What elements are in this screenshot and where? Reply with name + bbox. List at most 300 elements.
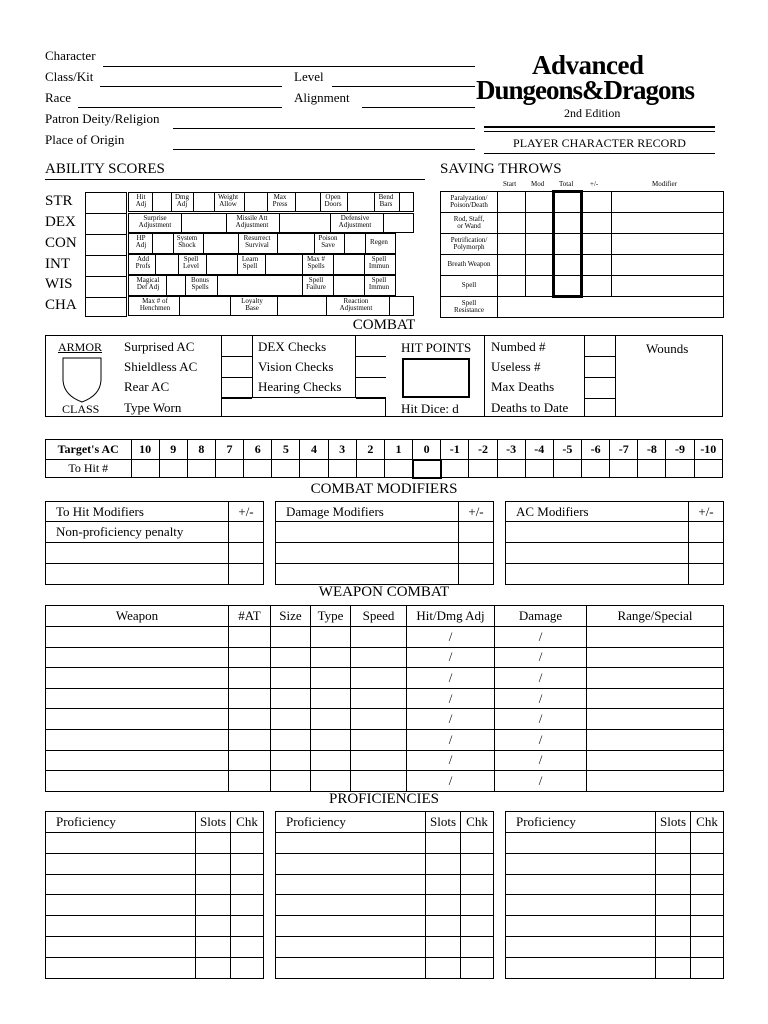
to-hit-cell[interactable] [356,460,384,478]
hearing-checks-label: Hearing Checks [258,379,342,394]
slots-cell[interactable] [426,957,461,978]
weapon-cell[interactable] [46,688,229,709]
shieldless-ac-value[interactable] [222,357,252,378]
weapon-cell[interactable] [229,729,271,750]
ac-cell: 6 [244,440,272,460]
modifier-name[interactable] [276,564,459,585]
ac-cell: -3 [497,440,525,460]
to-hit-cell[interactable] [497,460,525,478]
proficiency-cell[interactable] [506,936,656,957]
race-field[interactable] [78,107,282,108]
slots-cell[interactable] [196,833,231,854]
slots-cell[interactable] [196,895,231,916]
save-total[interactable] [554,255,582,276]
modifier-value[interactable] [459,564,494,585]
ac-value-column [221,336,253,397]
chk-cell[interactable] [691,895,724,916]
modifier-name[interactable] [46,564,229,585]
patron-label: Patron Deity/Religion [45,111,160,126]
alignment-label: Alignment [294,90,350,105]
modifier-value[interactable] [229,522,264,543]
con-poison-save-value[interactable] [344,234,366,253]
damage-slash[interactable]: / [495,668,587,689]
chk-cell[interactable] [691,853,724,874]
class-kit-field[interactable] [100,86,282,87]
con-system-shock-value[interactable] [203,234,239,253]
weapon-cell[interactable] [311,771,351,792]
slots-header: Slots [426,812,461,833]
slots-cell[interactable] [426,853,461,874]
weapon-cell[interactable] [229,750,271,771]
chk-cell[interactable] [461,895,494,916]
save-modifier[interactable] [612,192,724,213]
target-ac-row [46,440,723,460]
dex-defensive-label: Defensive Adjustment [338,214,372,230]
str-weight-allow-label: Weight Allow [217,193,239,209]
ac-cell: -1 [441,440,469,460]
weapon-cell[interactable] [351,771,407,792]
shield-icon[interactable] [60,355,104,405]
chk-cell[interactable] [461,957,494,978]
hit-dmg-slash[interactable]: / [407,647,495,668]
save-modifier[interactable] [612,234,724,255]
chk-cell[interactable] [691,957,724,978]
weapon-cell[interactable] [311,627,351,648]
level-label: Level [294,69,324,84]
weapon-cell[interactable] [271,688,311,709]
class-label: CLASS [62,402,100,416]
wis-spell-failure-label: Spell Failure [306,276,326,292]
weapon-row [46,729,724,750]
str-hit-adj-label: Hit Adj [135,193,147,209]
save-plusminus[interactable] [582,213,612,234]
weapon-cell[interactable] [351,627,407,648]
weapon-cell[interactable] [271,627,311,648]
wis-magical-def-value[interactable] [166,276,186,295]
save-plusminus[interactable] [582,276,612,297]
hit-dmg-slash[interactable]: / [407,750,495,771]
proficiency-cell[interactable] [276,833,426,854]
weapon-cell[interactable] [587,627,724,648]
weapon-cell[interactable] [229,668,271,689]
int-spell-level-value[interactable] [206,255,238,274]
modifier-value[interactable] [229,543,264,564]
save-start[interactable] [498,192,526,213]
hit-points-box[interactable] [402,358,470,398]
chk-cell[interactable] [461,936,494,957]
ac-cell: 5 [272,440,300,460]
save-label-paralyzation: Paralyzation/ Poison/Death [441,192,498,213]
dex-checks-value[interactable] [356,336,386,357]
chk-cell[interactable] [461,853,494,874]
vision-checks-value[interactable] [356,357,386,378]
modifier-name[interactable] [506,543,689,564]
weapon-cell[interactable] [587,771,724,792]
numbed-value[interactable] [585,336,615,357]
modifier-name[interactable] [276,543,459,564]
proficiency-cell[interactable] [276,936,426,957]
str-score[interactable] [86,193,126,214]
save-start[interactable] [498,255,526,276]
damage-modifiers-table [275,501,494,585]
alignment-field[interactable] [362,107,475,108]
int-max-spells-value[interactable] [333,255,365,274]
weapon-cell[interactable] [351,647,407,668]
proficiency-cell[interactable] [506,916,656,937]
dex-missile-value[interactable] [279,214,331,232]
surprised-ac-value[interactable] [222,336,252,357]
hit-dmg-slash[interactable]: / [407,627,495,648]
hit-dmg-slash[interactable]: / [407,771,495,792]
hp-divider [484,336,485,416]
weapon-row [46,771,724,792]
hit-dmg-slash[interactable]: / [407,688,495,709]
proficiency-cell[interactable] [276,895,426,916]
slots-cell[interactable] [656,895,691,916]
weapon-cell[interactable] [46,668,229,689]
proficiency-cell[interactable] [46,853,196,874]
speed-header: Speed [351,606,407,627]
damage-slash[interactable]: / [495,750,587,771]
save-mod[interactable] [526,213,554,234]
target-ac-label: Target's AC [46,440,132,460]
character-field[interactable] [103,66,475,67]
weapon-cell[interactable] [271,647,311,668]
save-total[interactable] [554,213,582,234]
proficiency-cell[interactable] [46,916,196,937]
ac-modifiers-header: AC Modifiers [506,502,689,522]
cha-score[interactable] [86,298,126,318]
dex-defensive-value[interactable] [383,214,414,232]
modifier-value[interactable] [459,543,494,564]
slots-cell[interactable] [196,916,231,937]
proficiency-cell[interactable] [46,874,196,895]
slots-cell[interactable] [426,895,461,916]
weapon-combat-table [45,605,724,792]
wis-spell-failure-value[interactable] [333,276,365,295]
str-bend-bars-label: Bend Bars [378,193,394,209]
proficiency-cell[interactable] [506,874,656,895]
damage-slash[interactable]: / [495,688,587,709]
weapon-cell[interactable] [271,709,311,730]
weapon-cell[interactable] [46,771,229,792]
save-label-spell: Spell [441,276,498,297]
to-hit-cell[interactable] [610,460,638,478]
save-total[interactable] [554,234,582,255]
to-hit-cell[interactable] [553,460,581,478]
int-score[interactable] [86,256,126,277]
to-hit-cell[interactable] [694,460,722,478]
character-label: Character [45,48,96,63]
save-row-spell [441,276,724,297]
save-start[interactable] [498,276,526,297]
modifier-value[interactable] [689,522,724,543]
weapon-cell[interactable] [351,750,407,771]
str-hit-adj-value[interactable] [152,193,172,211]
chk-header: Chk [231,812,264,833]
hit-dmg-slash[interactable]: / [407,668,495,689]
proficiency-cell[interactable] [276,957,426,978]
chk-cell[interactable] [231,936,264,957]
to-hit-cell[interactable] [582,460,610,478]
max-deaths-label: Max Deaths [491,379,555,394]
cha-reaction-value[interactable] [389,297,414,315]
proficiency-cell[interactable] [46,895,196,916]
modifier-name[interactable] [46,543,229,564]
save-mod[interactable] [526,276,554,297]
save-plusminus[interactable] [582,192,612,213]
hit-dmg-slash[interactable]: / [407,729,495,750]
modifier-name[interactable] [276,522,459,543]
vision-checks-label: Vision Checks [258,359,334,374]
modifier-value[interactable] [689,543,724,564]
weapon-cell[interactable] [311,729,351,750]
chk-cell[interactable] [691,874,724,895]
slots-cell[interactable] [196,957,231,978]
weapon-cell[interactable] [229,709,271,730]
chk-cell[interactable] [691,916,724,937]
proficiency-cell[interactable] [276,916,426,937]
weapon-header-row [46,606,724,627]
chk-header: Chk [691,812,724,833]
con-hp-adj-value[interactable] [152,234,174,253]
chk-cell[interactable] [231,957,264,978]
race-label: Race [45,90,71,105]
str-max-press-value[interactable] [295,193,321,211]
chk-cell[interactable] [231,853,264,874]
cha-henchmen-value[interactable] [179,297,231,315]
save-start[interactable] [498,213,526,234]
edition-label: 2nd Edition [564,106,621,120]
proficiency-cell[interactable] [276,853,426,874]
max-deaths-value[interactable] [585,378,615,399]
chk-header: Chk [461,812,494,833]
chk-cell[interactable] [231,895,264,916]
slots-cell[interactable] [656,874,691,895]
weapon-cell[interactable] [351,709,407,730]
chk-cell[interactable] [691,936,724,957]
dex-surprise-value[interactable] [181,214,227,232]
weapon-row [46,668,724,689]
save-modifier[interactable] [612,255,724,276]
proficiency-cell[interactable] [46,957,196,978]
weapon-cell[interactable] [351,729,407,750]
str-open-doors-label: Open Doors [324,193,342,209]
slots-cell[interactable] [426,916,461,937]
type-worn-field[interactable] [221,397,386,417]
chk-cell[interactable] [461,916,494,937]
to-hit-cell[interactable] [131,460,159,478]
to-hit-cell[interactable] [215,460,243,478]
int-max-spells-label: Max # Spells [306,255,326,271]
weapon-cell[interactable] [351,668,407,689]
slots-cell[interactable] [656,916,691,937]
save-modifier[interactable] [612,276,724,297]
hit-dmg-slash[interactable]: / [407,709,495,730]
weapon-cell[interactable] [587,750,724,771]
wis-score[interactable] [86,277,126,298]
slots-cell[interactable] [426,874,461,895]
chk-cell[interactable] [691,833,724,854]
str-bend-bars-value[interactable] [399,193,414,211]
patron-field[interactable] [173,128,475,129]
damage-slash[interactable]: / [495,771,587,792]
weapon-cell[interactable] [46,647,229,668]
chk-cell[interactable] [231,916,264,937]
damage-slash[interactable]: / [495,709,587,730]
type-header: Type [311,606,351,627]
con-score[interactable] [86,235,126,256]
weapon-cell[interactable] [46,709,229,730]
proficiency-cell[interactable] [276,874,426,895]
save-mod[interactable] [526,234,554,255]
thac0-cell[interactable] [413,460,441,478]
modifier-value[interactable] [689,564,724,585]
weapon-header: Weapon [46,606,229,627]
str-weight-allow-value[interactable] [244,193,268,211]
proficiency-cell[interactable] [506,853,656,874]
hit-points-label: HIT POINTS [401,340,472,355]
save-plusminus[interactable] [582,255,612,276]
hearing-checks-value[interactable] [356,378,386,399]
chk-cell[interactable] [231,874,264,895]
slots-cell[interactable] [196,936,231,957]
save-modifier-header: Modifier [652,180,677,188]
proficiency-cell[interactable] [506,833,656,854]
damage-slash[interactable]: / [495,647,587,668]
to-hit-cell[interactable] [666,460,694,478]
weapon-cell[interactable] [271,729,311,750]
save-total[interactable] [554,276,582,297]
rear-ac-value[interactable] [222,378,252,399]
record-rule-mid [484,131,715,132]
int-detail-row [128,254,396,275]
to-hit-cell[interactable] [638,460,666,478]
cha-label: CHA [45,297,77,313]
chk-cell[interactable] [461,874,494,895]
weapon-cell[interactable] [311,688,351,709]
proficiency-cell[interactable] [46,833,196,854]
weapon-cell[interactable] [46,750,229,771]
weapon-cell[interactable] [229,627,271,648]
str-open-doors-value[interactable] [347,193,375,211]
level-field[interactable] [332,86,475,87]
weapon-cell[interactable] [271,668,311,689]
to-hit-cell[interactable] [159,460,187,478]
proficiency-cell[interactable] [506,957,656,978]
slots-cell[interactable] [656,957,691,978]
slots-cell[interactable] [196,853,231,874]
slots-cell[interactable] [656,833,691,854]
deaths-to-date-value[interactable] [585,399,615,419]
weapon-combat-title: WEAPON COMBAT [318,584,450,600]
chk-cell[interactable] [461,833,494,854]
damage-slash[interactable]: / [495,627,587,648]
ac-cell: -5 [553,440,581,460]
weapon-cell[interactable] [587,668,724,689]
weapon-cell[interactable] [271,771,311,792]
proficiency-cell[interactable] [506,895,656,916]
slots-cell[interactable] [196,874,231,895]
save-plusminus[interactable] [582,234,612,255]
modifier-value[interactable] [459,522,494,543]
weapon-cell[interactable] [46,627,229,648]
save-modifier[interactable] [612,213,724,234]
spell-resistance-value[interactable] [498,297,724,318]
modifier-value[interactable] [229,564,264,585]
str-dmg-adj-value[interactable] [193,193,215,211]
weapon-cell[interactable] [587,729,724,750]
slots-cell[interactable] [656,853,691,874]
to-hit-cell[interactable] [272,460,300,478]
hit-dice-label: Hit Dice: d [401,401,459,416]
to-hit-modifiers-table [45,501,264,585]
chk-cell[interactable] [231,833,264,854]
save-mod[interactable] [526,255,554,276]
to-hit-cell[interactable] [384,460,412,478]
weapon-cell[interactable] [587,688,724,709]
save-start[interactable] [498,234,526,255]
int-add-profs-value[interactable] [155,255,179,274]
weapon-cell[interactable] [229,688,271,709]
weapon-cell[interactable] [311,750,351,771]
cha-loyalty-value[interactable] [277,297,327,315]
weapon-cell[interactable] [311,709,351,730]
to-hit-modifiers-header: To Hit Modifiers [46,502,229,522]
damage-slash[interactable]: / [495,729,587,750]
weapon-cell[interactable] [229,647,271,668]
to-hit-cell[interactable] [525,460,553,478]
proficiency-table-3 [505,811,724,979]
save-mod[interactable] [526,192,554,213]
slots-cell[interactable] [426,936,461,957]
weapon-cell[interactable] [229,771,271,792]
save-label-resistance: Spell Resistance [441,297,498,318]
slots-cell[interactable] [426,833,461,854]
weapon-cell[interactable] [351,688,407,709]
to-hit-cell[interactable] [187,460,215,478]
save-total[interactable] [554,192,582,213]
con-resurrect-value[interactable] [277,234,315,253]
modifier-name[interactable] [506,564,689,585]
weapon-cell[interactable] [587,709,724,730]
weapon-cell[interactable] [587,647,724,668]
proficiency-cell[interactable] [46,936,196,957]
weapon-cell[interactable] [311,647,351,668]
weapon-cell[interactable] [271,750,311,771]
to-hit-cell[interactable] [441,460,469,478]
origin-field[interactable] [173,149,475,150]
to-hit-cell[interactable] [244,460,272,478]
slots-cell[interactable] [656,936,691,957]
to-hit-cell[interactable] [469,460,497,478]
wis-magical-def-label: Magical Def Adj [136,276,160,292]
to-hit-cell[interactable] [328,460,356,478]
modifier-name[interactable] [506,522,689,543]
wis-bonus-spells-value[interactable] [217,276,303,295]
useless-value[interactable] [585,357,615,378]
int-label: INT [45,256,70,272]
dex-score[interactable] [86,214,126,235]
combat-modifiers-title: COMBAT MODIFIERS [310,481,458,497]
con-label: CON [45,235,77,251]
to-hit-cell[interactable] [300,460,328,478]
wis-detail-row [128,275,396,296]
slots-header: Slots [656,812,691,833]
int-learn-spell-value[interactable] [265,255,303,274]
weapon-cell[interactable] [311,668,351,689]
weapon-cell[interactable] [46,729,229,750]
